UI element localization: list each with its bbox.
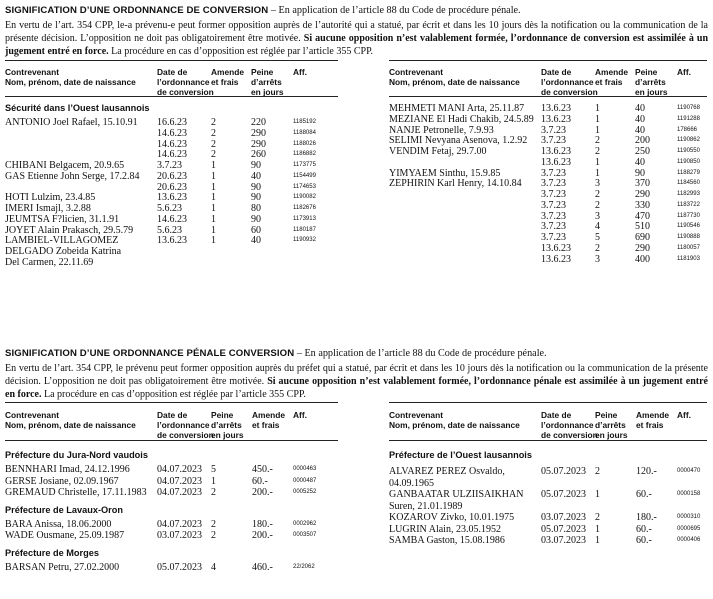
row-peine: 40 — [251, 235, 261, 247]
group-heading: Préfecture du Jura-Nord vaudois — [5, 450, 148, 460]
header-name: Contrevenant Nom, prénom, date de naissance — [389, 410, 520, 430]
header-rule-top — [5, 60, 338, 61]
row-peine: 90 — [251, 160, 261, 171]
row-name: NANJE Petronelle, 7.9.93 — [389, 124, 494, 136]
row-amende: 1 — [595, 124, 600, 136]
row-peine: 90 — [251, 192, 261, 204]
row-date: 20.6.23 — [157, 181, 187, 193]
row-date: 3.7.23 — [541, 232, 566, 243]
row-date: 13.6.23 — [541, 253, 571, 265]
row-date: 13.6.23 — [157, 235, 187, 247]
row-peine: 200 — [635, 135, 650, 147]
header-aff: Aff. — [293, 410, 307, 420]
section1-title: SIGNIFICATION D’UNE ORDONNANCE DE CONVERSION – En application de l’article 88 du Code de procédure pénale. — [5, 5, 521, 16]
header-amende: Amende et frais — [595, 67, 629, 87]
row-amende: 60.- — [636, 523, 652, 535]
row-date: 04.07.2023 — [157, 518, 202, 530]
row-aff: 1190550 — [677, 148, 700, 154]
row-peine: 1 — [595, 489, 600, 500]
row-aff: 0003507 — [293, 532, 317, 538]
section1-intro: En vertu de l’art. 354 CPP, le-a prévenu-e peut former opposition auprès de l’autorité qui a statué, par écrit et dans les 10 jours dès la notification ou la communication de la présente décision. L’opposition ne doit pas obligatoirement être motivée. Si aucune opposition n’est valablement formée, l’ordonnance de conversion est assimilée à un jugement entré en force. La procédure en cas d’opposition est réglée par l’article 355 CPP. — [5, 20, 708, 57]
row-amende: 1 — [211, 181, 216, 193]
row-peine: 40 — [635, 124, 645, 136]
row-amende: 200.- — [252, 487, 273, 498]
header-name: Contrevenant Nom, prénom, date de naissance — [389, 67, 520, 87]
row-aff: 1190850 — [677, 158, 700, 165]
row-amende: 2 — [211, 149, 216, 161]
row-name: GANBAATAR ULZIISAIKHAN — [389, 489, 524, 500]
row-date: 13.6.23 — [541, 156, 571, 168]
header-aff: Aff. — [677, 410, 691, 420]
row-amende: 2 — [211, 138, 216, 150]
row-amende: 1 — [595, 167, 600, 179]
row-aff: 0000406 — [677, 537, 701, 543]
row-aff: 0000310 — [677, 514, 701, 520]
row-peine: 60 — [251, 224, 261, 236]
row-aff: 0002962 — [293, 520, 317, 527]
row-peine: 260 — [251, 149, 266, 161]
row-peine: 690 — [635, 232, 650, 243]
row-amende: 2 — [211, 117, 216, 128]
row-date: 16.6.23 — [157, 117, 187, 128]
row-aff: 1190932 — [293, 237, 316, 244]
row-name: DELGADO Zobeida Katrina — [5, 246, 122, 257]
row-aff: 1182676 — [293, 205, 316, 211]
header-peine: Peine d’arrêts en jours — [635, 67, 668, 97]
row-date: 3.7.23 — [541, 178, 566, 190]
header-rule-top — [389, 402, 707, 403]
row-date: 3.7.23 — [541, 167, 566, 179]
row-name: CHIBANI Belgacem, 20.9.65 — [5, 160, 125, 171]
row-aff: 1188026 — [293, 140, 316, 147]
row-amende: 2 — [211, 127, 216, 139]
row-aff: 1187730 — [677, 212, 700, 219]
row-amende: 460.- — [252, 561, 273, 573]
group-heading: Sécurité dans l’Ouest lausannois — [5, 103, 150, 113]
row-aff: 1183722 — [677, 201, 700, 208]
row-aff: 1184560 — [677, 180, 700, 187]
row-name: GREMAUD Christelle, 17.11.1983 — [5, 487, 147, 498]
row-aff: 1180057 — [677, 244, 700, 251]
row-amende: 5 — [595, 232, 600, 243]
row-name: ANTONIO Joel Rafael, 15.10.91 — [5, 117, 138, 128]
row-peine: 510 — [635, 221, 650, 233]
row-aff: 1174653 — [293, 183, 316, 190]
header-name: Contrevenant Nom, prénom, date de naissance — [5, 67, 136, 87]
row-amende: 2 — [595, 135, 600, 147]
row-amende: 3 — [595, 253, 600, 265]
header-rule-top — [5, 402, 338, 403]
row-peine: 290 — [635, 189, 650, 200]
row-aff: 0000695 — [677, 525, 701, 532]
row-date: 05.07.2023 — [541, 466, 586, 477]
row-amende: 2 — [595, 146, 600, 157]
row-name: JOYET Alain Prakasch, 29.5.79 — [5, 224, 134, 236]
row-amende: 180.- — [252, 518, 273, 530]
group-heading: Préfecture de l’Ouest lausannois — [389, 450, 532, 460]
row-peine: 1 — [211, 475, 216, 487]
row-aff: 1173913 — [293, 215, 316, 222]
row-name: ZEPHIRIN Karl Henry, 14.10.84 — [389, 178, 522, 190]
row-peine: 290 — [635, 242, 650, 254]
header-peine: Peine d’arrêts en jours — [595, 410, 628, 440]
row-peine: 40 — [635, 156, 645, 168]
row-peine: 2 — [211, 530, 216, 541]
row-aff: 1181903 — [677, 255, 700, 262]
section2-title: SIGNIFICATION D’UNE ORDONNANCE PÉNALE CONVERSION – En application de l’article 88 du Code de procédure pénale. — [5, 348, 547, 359]
row-name: KOZAROV Zivko, 10.01.1975 — [389, 512, 515, 523]
row-peine: 90 — [251, 213, 261, 225]
row-amende: 1 — [595, 113, 600, 125]
group-heading: Préfecture de Morges — [5, 547, 99, 558]
header-amende: Amende et frais — [252, 410, 286, 430]
header-rule-bottom — [389, 96, 707, 97]
header-amende: Amende et frais — [211, 67, 245, 87]
row-peine: 90 — [635, 167, 645, 179]
row-peine: 2 — [595, 512, 600, 523]
row-aff: 1188279 — [677, 169, 700, 176]
row-date: 13.6.23 — [541, 113, 571, 125]
row-name: ALVAREZ PEREZ Osvaldo, — [389, 466, 505, 477]
row-name: SELIMI Nevyana Asenova, 1.2.92 — [389, 135, 528, 147]
row-aff: 1185192 — [293, 119, 316, 125]
row-amende: 4 — [595, 221, 600, 233]
row-amende: 3 — [595, 210, 600, 222]
row-name: MEZIANE El Hadi Chakib, 24.5.89 — [389, 113, 534, 125]
row-date: 14.6.23 — [157, 149, 187, 161]
row-name: HOTI Lulzim, 23.4.85 — [5, 192, 96, 204]
row-date: 04.07.2023 — [157, 464, 202, 475]
row-date: 3.7.23 — [541, 124, 566, 136]
row-peine: 2 — [595, 466, 600, 477]
row-name: LAMBIEL-VILLAGOMEZ — [5, 235, 119, 247]
header-aff: Aff. — [293, 67, 307, 77]
row-amende: 2 — [595, 199, 600, 211]
row-amende: 2 — [595, 189, 600, 200]
row-peine: 290 — [251, 138, 266, 150]
row-aff: 0000158 — [677, 491, 701, 497]
row-amende: 60.- — [636, 489, 652, 500]
row-aff: 1191288 — [677, 115, 700, 122]
row-name: Suren, 21.01.1989 — [389, 500, 463, 512]
header-date: Date de l’ordonnance de conversion — [157, 410, 214, 440]
row-peine: 1 — [595, 535, 600, 546]
row-aff: 1190862 — [677, 137, 700, 144]
row-amende: 1 — [211, 192, 216, 204]
row-peine: 250 — [635, 146, 650, 157]
header-date: Date de l’ordonnance de conversion — [157, 67, 214, 97]
row-aff: 0000470 — [677, 468, 701, 474]
row-date: 05.07.2023 — [541, 489, 586, 500]
row-aff: 1154499 — [293, 172, 316, 179]
row-peine: 5 — [211, 464, 216, 475]
row-peine: 40 — [635, 103, 645, 114]
row-name: IMERI Ismajl, 3.2.88 — [5, 203, 91, 214]
row-amende: 1 — [211, 224, 216, 236]
row-peine: 4 — [211, 561, 216, 573]
row-amende: 450.- — [252, 464, 273, 475]
row-date: 3.7.23 — [157, 160, 182, 171]
row-name: GERSE Josiane, 02.09.1967 — [5, 475, 119, 487]
row-amende: 1 — [211, 203, 216, 214]
row-aff: 0000463 — [293, 466, 317, 472]
row-date: 04.07.2023 — [157, 487, 202, 498]
row-date: 13.6.23 — [541, 103, 571, 114]
group-heading: Préfecture de Lavaux-Oron — [5, 504, 123, 515]
section2-intro: En vertu de l’art. 354 CPP, le prévenu peut former opposition auprès du préfet qui a statué, par écrit et dans les 10 jours dès la notification ou la communication de la présente décision. L’opposition ne doit pas obligatoirement être motivée. Si aucune opposition n’est valablement formée, l’ordonnance pénale est assimilée à un jugement entré en force. La procédure en cas d’opposition est réglée par l’article 355 CPP. — [5, 363, 708, 400]
row-peine: 330 — [635, 199, 650, 211]
row-amende: 120.- — [636, 466, 657, 477]
row-date: 3.7.23 — [541, 189, 566, 200]
row-aff: 1186882 — [293, 151, 316, 158]
row-aff: 1190768 — [677, 105, 700, 111]
row-amende: 60.- — [252, 475, 268, 487]
row-date: 3.7.23 — [541, 210, 566, 222]
row-date: 03.07.2023 — [157, 530, 202, 541]
header-name: Contrevenant Nom, prénom, date de naissance — [5, 410, 136, 430]
row-amende: 1 — [211, 235, 216, 247]
row-name: BARA Anissa, 18.06.2000 — [5, 518, 112, 530]
row-name: YIMYAEM Sinthu, 15.9.85 — [389, 167, 501, 179]
row-peine: 40 — [635, 113, 645, 125]
row-aff: 22/2062 — [293, 563, 315, 570]
row-amende: 1 — [211, 160, 216, 171]
row-date: 03.07.2023 — [541, 535, 586, 546]
row-aff: 1182993 — [677, 191, 700, 197]
row-amende: 180.- — [636, 512, 657, 523]
row-date: 14.6.23 — [157, 138, 187, 150]
row-aff: 0005252 — [293, 489, 317, 495]
header-rule-top — [389, 60, 707, 61]
row-amende: 60.- — [636, 535, 652, 546]
row-date: 04.07.2023 — [157, 475, 202, 487]
row-name: GAS Etienne John Serge, 17.2.84 — [5, 170, 140, 182]
row-peine: 1 — [595, 523, 600, 535]
row-peine: 2 — [211, 518, 216, 530]
row-amende: 3 — [595, 178, 600, 190]
row-aff: 1190082 — [293, 194, 316, 201]
row-name: VENDIM Fetaj, 29.7.00 — [389, 146, 487, 157]
row-aff: 1188084 — [293, 129, 316, 136]
row-name: BENNHARI Imad, 24.12.1996 — [5, 464, 130, 475]
row-date: 13.6.23 — [157, 192, 187, 204]
row-date: 13.6.23 — [541, 146, 571, 157]
row-name: WADE Ousmane, 25.09.1987 — [5, 530, 125, 541]
row-amende: 1 — [595, 103, 600, 114]
row-peine: 370 — [635, 178, 650, 190]
header-peine: Peine d’arrêts en jours — [251, 67, 284, 97]
row-aff: 1173775 — [293, 162, 316, 168]
row-aff: 1190546 — [677, 223, 700, 230]
header-rule-bottom — [5, 96, 338, 97]
row-date: 5.6.23 — [157, 224, 182, 236]
row-aff: 178666 — [677, 126, 698, 133]
row-peine: 470 — [635, 210, 650, 222]
header-date: Date de l’ordonnance de conversion — [541, 410, 598, 440]
row-name: Del Carmen, 22.11.69 — [5, 256, 94, 268]
row-name: 04.09.1965 — [389, 477, 434, 489]
row-name: JEUMTSA F?licien, 31.1.91 — [5, 213, 120, 225]
row-aff: 1180187 — [293, 226, 316, 233]
header-amende: Amende et frais — [636, 410, 670, 430]
row-aff: 0000487 — [293, 477, 317, 484]
header-rule-bottom — [389, 440, 707, 441]
row-date: 14.6.23 — [157, 127, 187, 139]
row-peine: 40 — [251, 170, 261, 182]
header-peine: Peine d’arrêts en jours — [211, 410, 244, 440]
row-amende: 2 — [595, 242, 600, 254]
row-amende: 1 — [595, 156, 600, 168]
row-name: BARSAN Petru, 27.02.2000 — [5, 561, 120, 573]
row-amende: 200.- — [252, 530, 273, 541]
row-date: 3.7.23 — [541, 135, 566, 147]
header-aff: Aff. — [677, 67, 691, 77]
row-date: 5.6.23 — [157, 203, 182, 214]
row-name: MEHMETI MANI Arta, 25.11.87 — [389, 103, 525, 114]
row-name: LUGRIN Alain, 23.05.1952 — [389, 523, 501, 535]
row-peine: 80 — [251, 203, 261, 214]
row-date: 05.07.2023 — [157, 561, 202, 573]
row-aff: 1190888 — [677, 234, 700, 240]
row-peine: 400 — [635, 253, 650, 265]
row-date: 14.6.23 — [157, 213, 187, 225]
row-date: 05.07.2023 — [541, 523, 586, 535]
header-date: Date de l’ordonnance de conversion — [541, 67, 598, 97]
row-date: 03.07.2023 — [541, 512, 586, 523]
row-date: 3.7.23 — [541, 221, 566, 233]
row-peine: 220 — [251, 117, 266, 128]
row-date: 20.6.23 — [157, 170, 187, 182]
row-peine: 90 — [251, 181, 261, 193]
row-peine: 290 — [251, 127, 266, 139]
row-date: 3.7.23 — [541, 199, 566, 211]
row-date: 13.6.23 — [541, 242, 571, 254]
row-peine: 2 — [211, 487, 216, 498]
row-amende: 1 — [211, 170, 216, 182]
header-rule-bottom — [5, 440, 338, 441]
row-name: SAMBA Gaston, 15.08.1986 — [389, 535, 505, 546]
row-amende: 1 — [211, 213, 216, 225]
